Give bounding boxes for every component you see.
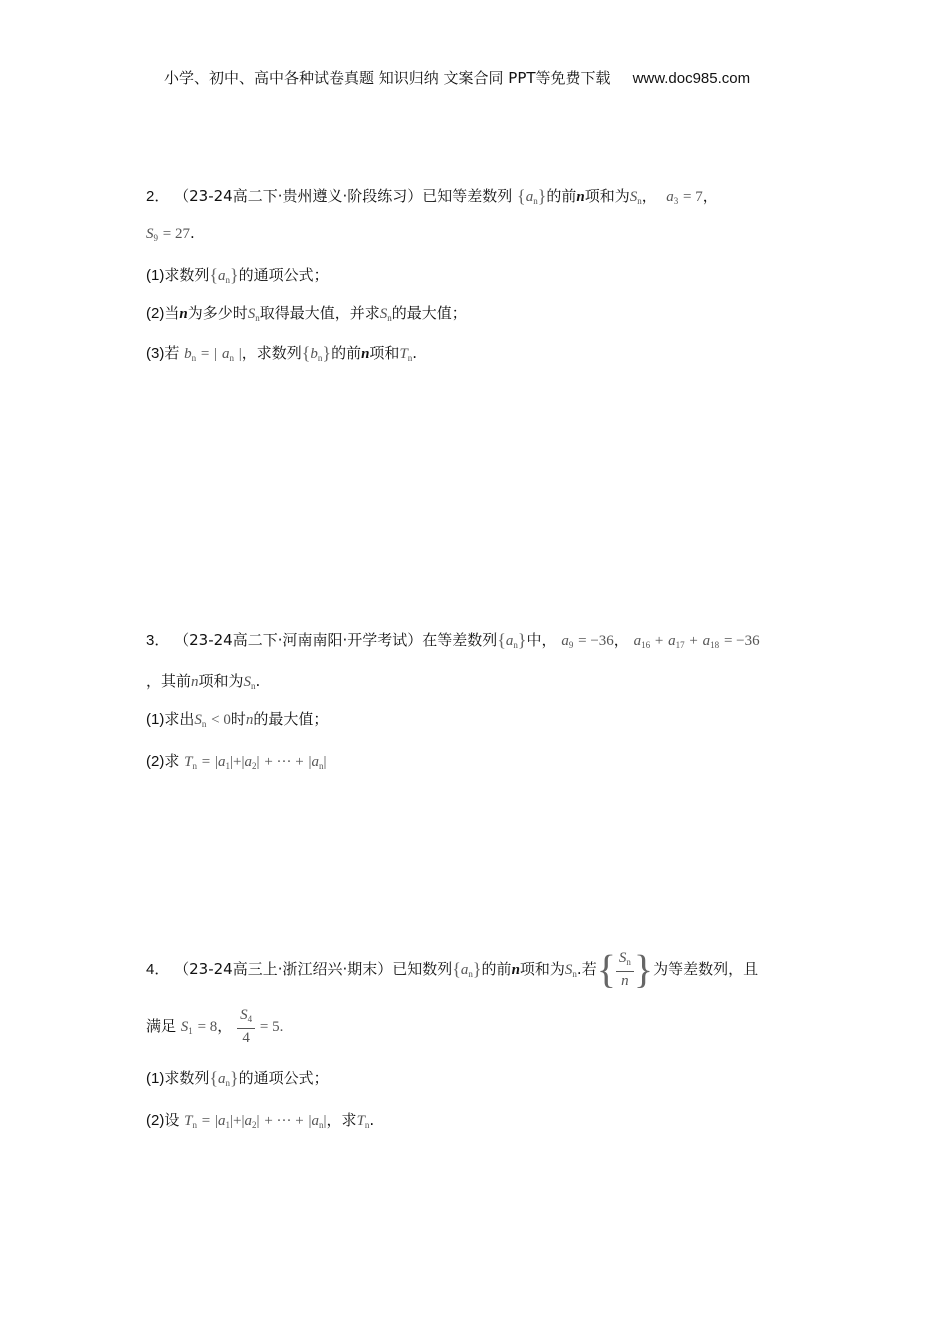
q4-p1-seq: $\{a_n\}$ [209,1068,239,1088]
q2-Sn: $S_n$ [629,189,642,206]
q2-p1-text-a: 求数列 [164,266,210,284]
q3-source: （23-24高二下·河南南阳·开学考试） [174,631,423,649]
q4-text-b: 的前 [481,960,512,978]
q2-text-b: 的前 [546,187,577,205]
q3-line1 [146,630,760,652]
q4-text-d: .若 [576,960,597,978]
q2-p2-text-c: 取得最大值，并求 [259,304,380,322]
q3-a9: $a_9 = -36$ [561,633,614,650]
q4-number: 4． [146,961,170,978]
q2-p3-text-c: 的前 [331,344,362,362]
q4-source: （23-24高三上·浙江绍兴·期末） [174,960,393,978]
page-header [164,69,750,88]
q4-p2-Tn2: $T_n$ [356,1113,370,1130]
q2-comma1: ， [641,187,657,205]
q3-line2-b: 项和为 [198,672,244,690]
q3-p2-label: (2) [146,753,165,770]
q3-sep: ， [613,631,629,649]
q2-p3-text-d: 项和 [369,344,400,362]
q3-text-a: 在等差数列 [422,631,498,649]
q4-n: n [511,962,520,978]
q4-text-c: 项和为 [519,960,565,978]
q4-p2-label: (2) [146,1112,165,1129]
q2-p3-bn-def: $b_n$ = | $a_n$ | [184,346,242,363]
q3-p2-Tn: $T_n = |a_1|+|a_2|$ + ··· + $|a_n|$ [184,754,327,771]
q4-p1-text-a: 求数列 [164,1069,210,1087]
q2-p3-text-e: . [412,344,418,362]
q2-p2-text-b: 为多少时 [187,304,248,322]
q3-p1-label: (1) [146,711,165,728]
q4-text-e: 为等差数列，且 [653,960,759,978]
q2-part3 [146,343,417,365]
q2-comma2: ， [702,187,718,205]
q2-p3-text-a: 若 [164,344,180,362]
q3-line2-a: ，其前 [146,672,192,690]
header-title: 小学、初中、高中各种试卷真题 知识归纳 文案合同 PPT等免费下载 [164,69,611,87]
q4-seq-frac: { $\frac{S_n}{n}$ } [596,946,654,992]
q4-sep: ， [217,1017,233,1035]
q2-n: n [576,189,585,205]
q4-line1 [146,946,758,992]
q2-part1 [146,265,329,287]
q4-part2 [146,1111,374,1131]
q2-line1 [146,186,718,208]
q3-part1 [146,710,328,730]
q4-p2-text-a: 设 [164,1111,180,1129]
q3-line2-c: . [255,672,261,690]
header-url[interactable]: www.doc985.com [632,70,751,87]
q3-number: 3． [146,632,170,649]
q3-line2 [146,672,260,692]
q2-line2 [146,224,195,244]
q4-p1-label: (1) [146,1070,165,1087]
q3-p1-text-c: 的最大值； [253,710,329,728]
q4-line2-a: 满足 [146,1017,177,1035]
q2-p3-text-b: ，求数列 [241,344,302,362]
q2-part2 [146,304,467,324]
q2-p2-Sn: $S_n$ [247,306,260,323]
q2-S9: $S_9 = 27$ [146,226,190,243]
q3-n: n [191,674,199,690]
q4-S4-frac: $\frac{S_4}{4}$ = 5. [237,1017,283,1035]
q2-p2-n: n [179,306,188,322]
q2-p2-label: (2) [146,305,165,322]
q3-p1-text-b: 时 [230,710,246,728]
q3-part2 [146,752,327,772]
q3-p2-text-a: 求 [164,752,180,770]
q4-part1 [146,1068,329,1090]
q2-p1-label: (1) [146,267,165,284]
q3-seq: $\{a_n\}$ [497,630,527,650]
q4-p2-text-c: . [369,1111,375,1129]
q2-p3-seq: $\{b_n\}$ [301,343,332,363]
q3-p1-n: n [245,712,254,728]
q4-p1-text-b: 的通项公式； [238,1069,329,1087]
q4-line2 [146,1004,283,1048]
q3-p1-text-a: 求出 [164,710,195,728]
q2-a3: $a_3 = 7$ [666,189,703,206]
q2-p2-text-a: 当 [164,304,180,322]
q4-text-a: 已知数列 [392,960,453,978]
q4-S1: $S_1 = 8$ [180,1019,218,1036]
q2-p1-seq: $\{a_n\}$ [209,265,239,285]
q2-text: 已知等差数列 [422,187,513,205]
q2-seq-an: $\{a_n\}$ [517,186,547,206]
q3-sum: $a_{16} + a_{17} + a_{18} = -36$ [633,633,760,650]
q4-p2-Tn: $T_n = |a_1|+|a_2|$ + ··· + $|a_n|$ [184,1113,327,1130]
q2-p1-text-b: 的通项公式； [238,266,329,284]
q4-p2-text-b: ，求 [326,1111,357,1129]
q2-number: 2． [146,188,170,205]
q2-p3-Tn: $T_n$ [399,346,413,363]
q2-period: . [190,224,195,242]
q3-Sn: $S_n$ [243,674,256,691]
q4-Sn: $S_n$ [564,962,577,979]
q2-p2-text-d: 的最大值； [391,304,467,322]
q4-seq: $\{a_n\}$ [452,959,482,979]
q3-p1-cond: $S_n < 0$ [194,712,231,729]
q3-text-b: 中， [526,631,557,649]
q2-text-c: 项和为 [584,187,630,205]
q2-p3-n: n [361,346,370,362]
q2-p2-Sn2: $S_n$ [379,306,392,323]
q2-p3-label: (3) [146,345,165,362]
q2-source: （23-24高二下·贵州遵义·阶段练习） [174,187,423,205]
